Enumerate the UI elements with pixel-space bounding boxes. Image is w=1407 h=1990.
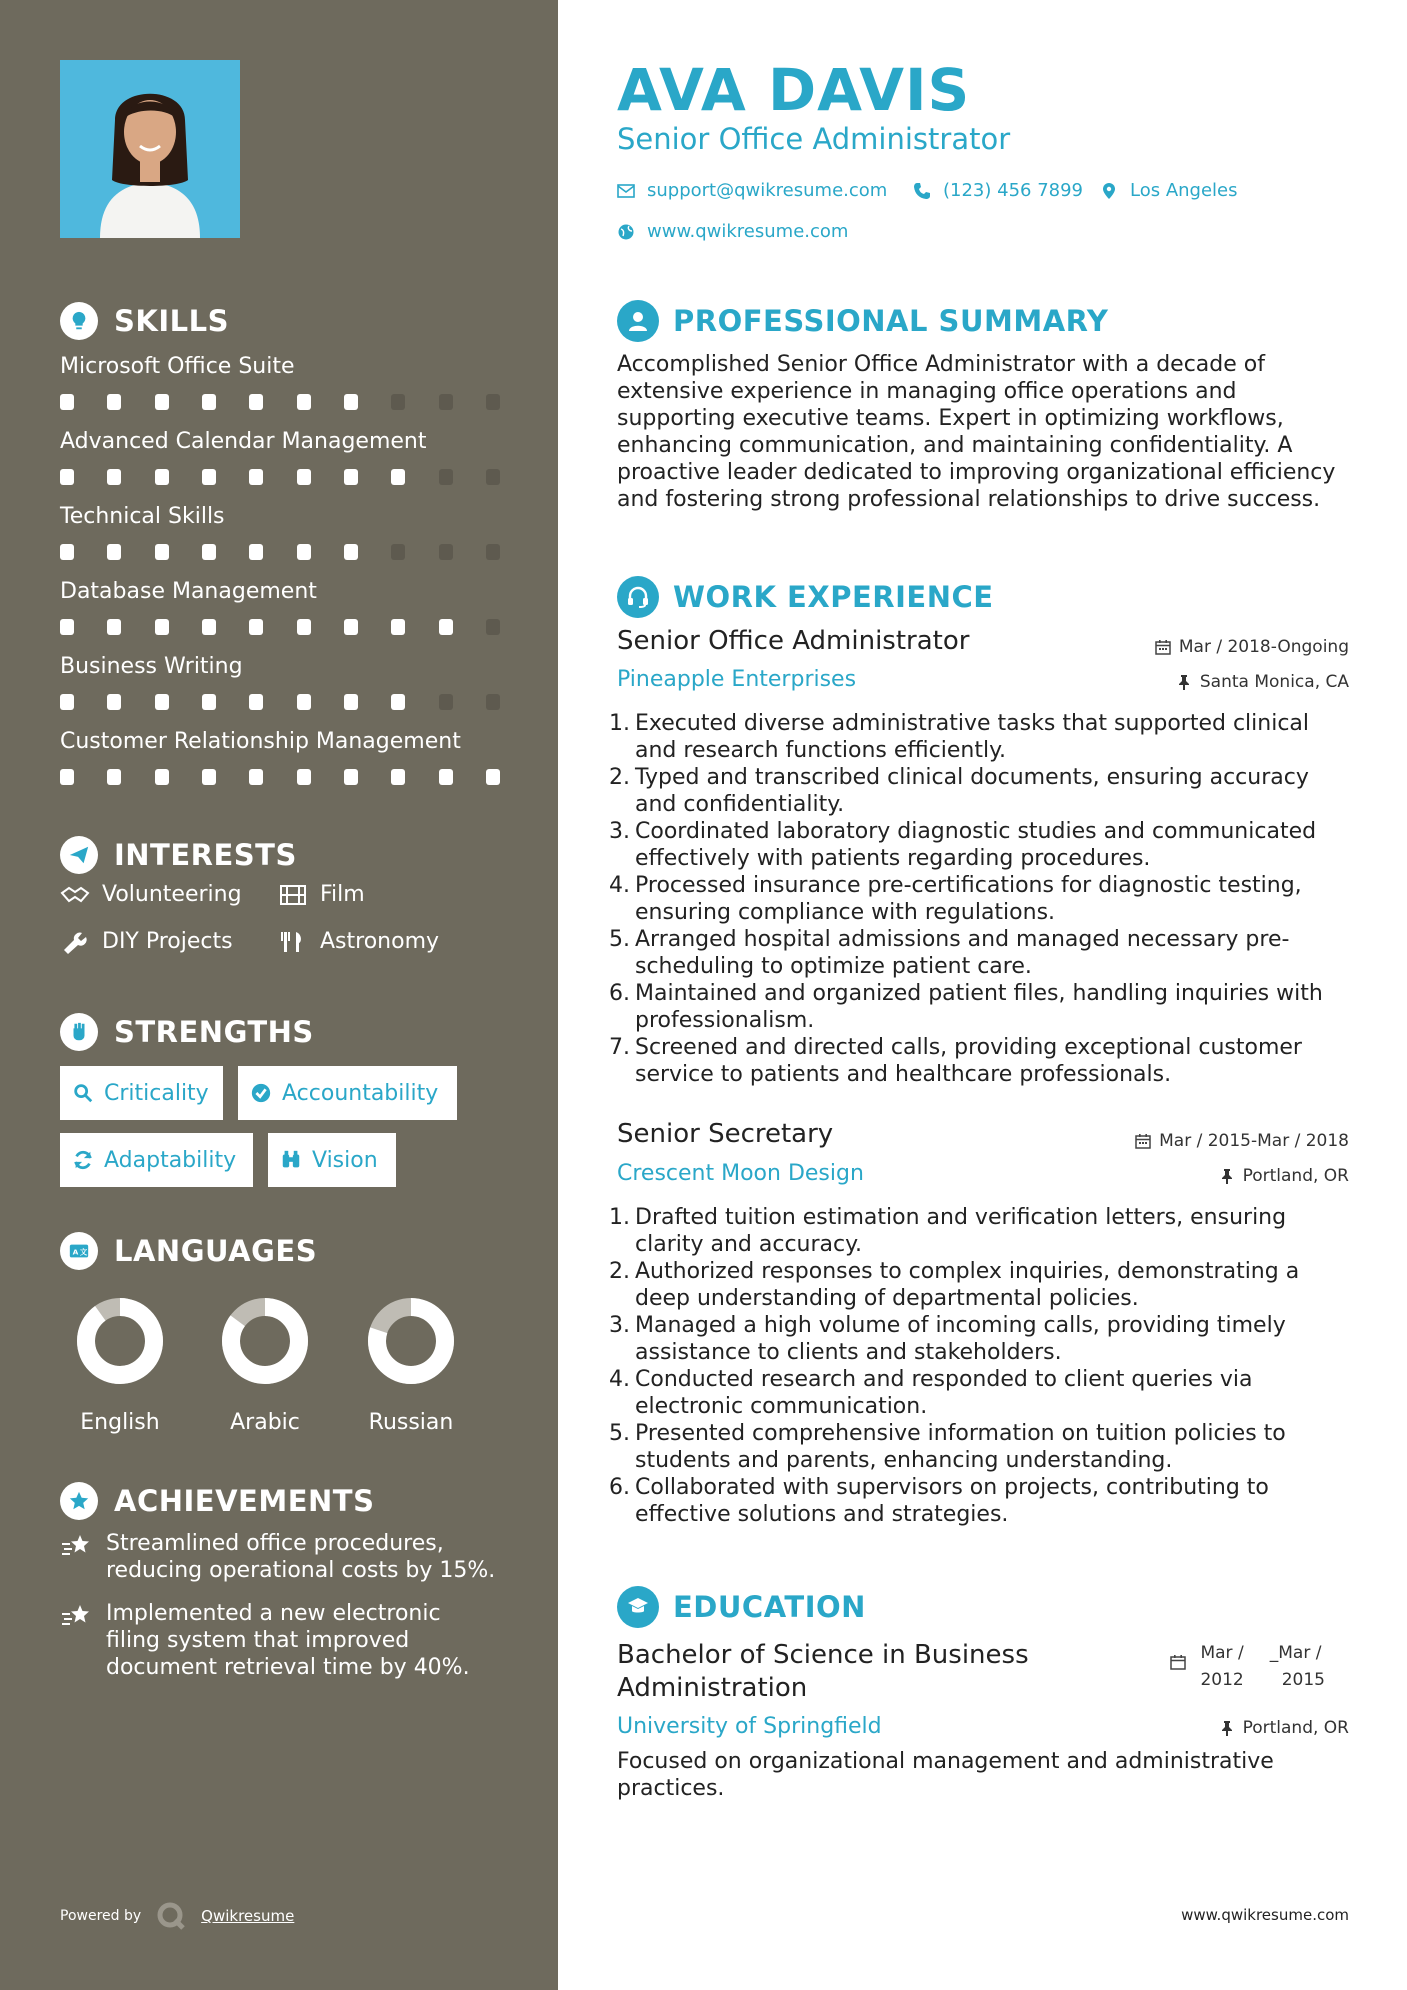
shooting-star-icon	[60, 1532, 92, 1560]
duty-item: Authorized responses to complex inquiries, demonstrating a deep understanding of departmental policies.	[635, 1259, 1300, 1311]
skill-rating	[60, 469, 500, 485]
interest-item	[60, 882, 242, 907]
fist-icon	[60, 1013, 98, 1051]
achievement-item	[60, 1600, 500, 1681]
language-name: English	[80, 1410, 160, 1435]
pushpin-icon	[1176, 674, 1192, 690]
education-dates	[1170, 1640, 1325, 1694]
candidate-role: Senior Office Administrator	[617, 122, 1011, 156]
refresh-icon	[72, 1149, 94, 1171]
education-location	[1219, 1718, 1349, 1738]
skills-heading	[60, 302, 229, 340]
skill-name: Customer Relationship Management	[60, 729, 461, 754]
paper-plane-icon	[60, 836, 98, 874]
interest-label: Volunteering	[102, 882, 242, 907]
map-pin-icon	[1100, 182, 1118, 200]
degree-title	[617, 1639, 1029, 1705]
education-description: Focused on organizational management and administrative practices.	[617, 1749, 1274, 1801]
skill-row	[60, 727, 500, 785]
calendar-icon	[1135, 1133, 1151, 1149]
handshake-icon	[60, 883, 90, 907]
languages-heading	[60, 1232, 317, 1270]
footer-website-link[interactable]: www.qwikresume.com	[1181, 1906, 1349, 1924]
interest-label: Astronomy	[320, 929, 440, 954]
user-icon	[617, 300, 659, 342]
skill-rating-dot	[155, 769, 169, 785]
strength-chip	[238, 1066, 457, 1120]
skill-rating-dot	[344, 619, 358, 635]
skill-name: Technical Skills	[60, 504, 225, 529]
skill-rating-dot	[60, 394, 74, 410]
skills-title: SKILLS	[114, 304, 229, 338]
experience-heading	[617, 576, 994, 618]
skill-row	[60, 652, 500, 710]
strength-label: Accountability	[282, 1080, 439, 1106]
film-icon	[278, 883, 308, 907]
candidate-name: AVA DAVIS	[617, 56, 971, 124]
education-end-2: 2015	[1281, 1670, 1325, 1690]
email-text: support@qwikresume.com	[647, 180, 888, 201]
job-dates	[1135, 1131, 1349, 1151]
education-title: EDUCATION	[673, 1590, 866, 1624]
skill-rating-dot	[344, 694, 358, 710]
strength-label: Vision	[312, 1147, 378, 1173]
education-heading	[617, 1586, 866, 1628]
skill-rating-dot	[155, 694, 169, 710]
binoculars-icon	[280, 1149, 302, 1171]
language-item	[356, 1296, 466, 1435]
skill-rating-dot	[391, 394, 405, 410]
contact-email[interactable]	[617, 180, 887, 201]
strength-chip	[60, 1066, 223, 1120]
skill-row	[60, 427, 500, 485]
skill-rating-dot	[297, 394, 311, 410]
education-start-2: 2012	[1200, 1670, 1244, 1690]
skill-rating-dot	[202, 769, 216, 785]
duty-item: Arranged hospital admissions and managed necessary pre-scheduling to optimize patient care.	[635, 927, 1290, 979]
skill-name: Microsoft Office Suite	[60, 354, 295, 379]
skill-rating-dot	[297, 694, 311, 710]
degree-line-2: Administration	[617, 1673, 808, 1703]
achievements-heading	[60, 1482, 374, 1520]
shooting-star-icon	[60, 1602, 92, 1630]
calendar-icon	[1155, 639, 1171, 655]
skill-rating-dot	[297, 544, 311, 560]
language-item	[65, 1296, 175, 1435]
skill-rating-dot	[60, 544, 74, 560]
language-level-ring	[366, 1296, 456, 1386]
skill-rating-dot	[391, 469, 405, 485]
svg-text:文: 文	[79, 1247, 88, 1257]
skill-name: Advanced Calendar Management	[60, 429, 427, 454]
skill-rating-dot	[344, 394, 358, 410]
skill-rating-dot	[486, 769, 500, 785]
phone-icon	[913, 182, 931, 200]
company-name: Pineapple Enterprises	[617, 667, 857, 692]
skill-name: Database Management	[60, 579, 317, 604]
skill-rating-dot	[391, 619, 405, 635]
interest-label: DIY Projects	[102, 929, 233, 954]
skill-rating	[60, 394, 500, 410]
pushpin-icon	[1219, 1720, 1235, 1736]
education-location-text: Portland, OR	[1242, 1718, 1349, 1738]
skill-rating-dot	[439, 769, 453, 785]
duty-item: Screened and directed calls, providing exceptional customer service to patients and healthcare professionals.	[635, 1035, 1302, 1087]
skill-rating-dot	[155, 619, 169, 635]
skill-rating-dot	[439, 544, 453, 560]
job-location	[1219, 1166, 1349, 1186]
skill-rating-dot	[297, 619, 311, 635]
language-icon	[60, 1232, 98, 1270]
sidebar	[0, 0, 558, 1990]
skill-rating-dot	[391, 769, 405, 785]
envelope-icon	[617, 182, 635, 200]
interest-item	[60, 929, 233, 954]
skill-rating-dot	[155, 394, 169, 410]
skill-rating-dot	[202, 544, 216, 560]
skill-rating	[60, 619, 500, 635]
strengths-title: STRENGTHS	[114, 1015, 314, 1049]
skill-name: Business Writing	[60, 654, 243, 679]
skill-rating-dot	[439, 619, 453, 635]
skill-rating-dot	[60, 694, 74, 710]
language-name: Russian	[368, 1410, 454, 1435]
summary-text: Accomplished Senior Office Administrator with a decade of extensive experience in managing office operations and supporting executive teams. Expert in optimizing workflows, enhancing communication, and maintaining confidentiality. A proactive leader dedicated to improving organizational efficiency and fostering strong professional relationships to drive success.	[617, 352, 1336, 512]
duty-item: Coordinated laboratory diagnostic studies and communicated effectively with patients regarding procedures.	[635, 819, 1317, 871]
phone-text: (123) 456 7899	[943, 180, 1084, 201]
skill-rating-dot	[439, 469, 453, 485]
duty-item: Conducted research and responded to client queries via electronic communication.	[635, 1367, 1253, 1419]
search-icon	[72, 1082, 94, 1104]
skill-rating-dot	[486, 394, 500, 410]
duty-item: Executed diverse administrative tasks that supported clinical and research functions efficiently.	[635, 711, 1310, 763]
skill-rating-dot	[155, 469, 169, 485]
location-text: Los Angeles	[1130, 180, 1238, 201]
duty-item: Processed insurance pre-certifications for diagnostic testing, ensuring compliance with regulations.	[635, 873, 1302, 925]
qwikresume-link[interactable]: Qwikresume	[201, 1907, 295, 1925]
headset-icon	[617, 576, 659, 618]
duty-item: Maintained and organized patient files, handling inquiries with professionalism.	[635, 981, 1323, 1033]
skill-rating-dot	[60, 469, 74, 485]
skill-rating-dot	[249, 619, 263, 635]
skill-rating-dot	[249, 544, 263, 560]
skill-rating-dot	[297, 469, 311, 485]
skill-rating-dot	[107, 469, 121, 485]
powered-by	[60, 1900, 294, 1932]
job-duties	[617, 1204, 1349, 1528]
powered-by-label: Powered by	[60, 1908, 142, 1924]
contact-website[interactable]	[617, 221, 848, 242]
skill-rating-dot	[202, 619, 216, 635]
job-location-text: Santa Monica, CA	[1199, 672, 1349, 692]
contact-location	[1100, 180, 1238, 201]
skill-rating-dot	[486, 619, 500, 635]
duty-item: Managed a high volume of incoming calls, providing timely assistance to clients and stakeholders.	[635, 1313, 1286, 1365]
strength-chip	[60, 1133, 253, 1187]
duty-item: Collaborated with supervisors on projects, contributing to effective solutions and strategies.	[635, 1475, 1269, 1527]
education-end-1: _Mar /	[1269, 1643, 1322, 1663]
star-badge-icon	[60, 1482, 98, 1520]
experience-title: WORK EXPERIENCE	[673, 580, 994, 614]
interest-item	[278, 882, 365, 907]
skill-rating-dot	[107, 544, 121, 560]
skill-rating-dot	[344, 469, 358, 485]
degree-line-1: Bachelor of Science in Business	[617, 1640, 1029, 1670]
strengths-heading	[60, 1013, 314, 1051]
languages-title: LANGUAGES	[114, 1234, 318, 1268]
job-dates-text: Mar / 2015-Mar / 2018	[1159, 1131, 1349, 1151]
skill-rating-dot	[391, 544, 405, 560]
achievement-text: Streamlined office procedures, reducing operational costs by 15%.	[106, 1531, 496, 1583]
skill-rating	[60, 694, 500, 710]
qwikresume-logo-icon	[155, 1900, 187, 1932]
pushpin-icon	[1219, 1168, 1235, 1184]
language-level-ring	[75, 1296, 165, 1386]
strength-label: Adaptability	[104, 1147, 237, 1173]
skill-rating-dot	[202, 469, 216, 485]
job-dates	[1155, 637, 1349, 657]
website-text: www.qwikresume.com	[647, 221, 849, 242]
skill-rating-dot	[249, 769, 263, 785]
skill-rating-dot	[107, 394, 121, 410]
main-content	[617, 0, 1349, 1990]
skill-rating-dot	[439, 694, 453, 710]
interests-heading	[60, 836, 297, 874]
skill-rating-dot	[107, 619, 121, 635]
job-duties	[617, 710, 1349, 1088]
company-name: Crescent Moon Design	[617, 1161, 864, 1186]
skill-rating-dot	[486, 469, 500, 485]
summary-heading	[617, 300, 1108, 342]
profile-photo	[60, 60, 240, 238]
duty-item: Presented comprehensive information on tuition policies to students and parents, enhancing understanding.	[635, 1421, 1286, 1473]
strength-label: Criticality	[104, 1080, 209, 1106]
graduate-icon	[617, 1586, 659, 1628]
skill-rating-dot	[60, 769, 74, 785]
skill-rating-dot	[486, 694, 500, 710]
language-level-ring	[220, 1296, 310, 1386]
job-title: Senior Secretary	[617, 1119, 834, 1149]
skill-rating-dot	[249, 394, 263, 410]
skill-rating-dot	[60, 619, 74, 635]
skill-rating-dot	[202, 694, 216, 710]
check-circle-icon	[250, 1082, 272, 1104]
skill-rating-dot	[486, 544, 500, 560]
globe-icon	[617, 223, 635, 241]
wrench-icon	[60, 930, 90, 954]
lightbulb-icon	[60, 302, 98, 340]
contact-phone[interactable]	[913, 180, 1083, 201]
education-start-1: Mar /	[1200, 1643, 1244, 1663]
duty-item: Drafted tuition estimation and verification letters, ensuring clarity and accuracy.	[635, 1205, 1287, 1257]
job-location	[1176, 672, 1349, 692]
skill-rating-dot	[107, 769, 121, 785]
skill-rating-dot	[344, 769, 358, 785]
skill-rating-dot	[107, 694, 121, 710]
skill-row	[60, 352, 500, 410]
skill-rating-dot	[202, 394, 216, 410]
achievement-item	[60, 1530, 500, 1584]
utensils-icon	[278, 930, 308, 954]
skill-rating	[60, 769, 500, 785]
duty-item: Typed and transcribed clinical documents, ensuring accuracy and confidentiality.	[635, 765, 1309, 817]
skill-rating-dot	[344, 544, 358, 560]
skill-rating-dot	[297, 769, 311, 785]
job-title: Senior Office Administrator	[617, 626, 970, 656]
interests-title: INTERESTS	[114, 838, 297, 872]
school-name: University of Springfield	[617, 1714, 882, 1739]
interest-item	[278, 929, 439, 954]
skill-rating-dot	[155, 544, 169, 560]
skill-row	[60, 502, 500, 560]
job-location-text: Portland, OR	[1242, 1166, 1349, 1186]
interest-label: Film	[320, 882, 365, 907]
achievements-title: ACHIEVEMENTS	[114, 1484, 375, 1518]
skill-rating	[60, 544, 500, 560]
skill-rating-dot	[391, 694, 405, 710]
svg-text:A: A	[72, 1247, 79, 1257]
summary-title: PROFESSIONAL SUMMARY	[673, 304, 1109, 338]
language-item	[210, 1296, 320, 1435]
skill-rating-dot	[439, 394, 453, 410]
achievement-text: Implemented a new electronic filing system that improved document retrieval time by 40%.	[106, 1601, 470, 1680]
calendar-icon	[1170, 1654, 1186, 1670]
job-dates-text: Mar / 2018-Ongoing	[1178, 637, 1349, 657]
language-name: Arabic	[230, 1410, 300, 1435]
strength-chip	[268, 1133, 396, 1187]
skill-rating-dot	[249, 469, 263, 485]
skill-rating-dot	[249, 694, 263, 710]
skill-row	[60, 577, 500, 635]
